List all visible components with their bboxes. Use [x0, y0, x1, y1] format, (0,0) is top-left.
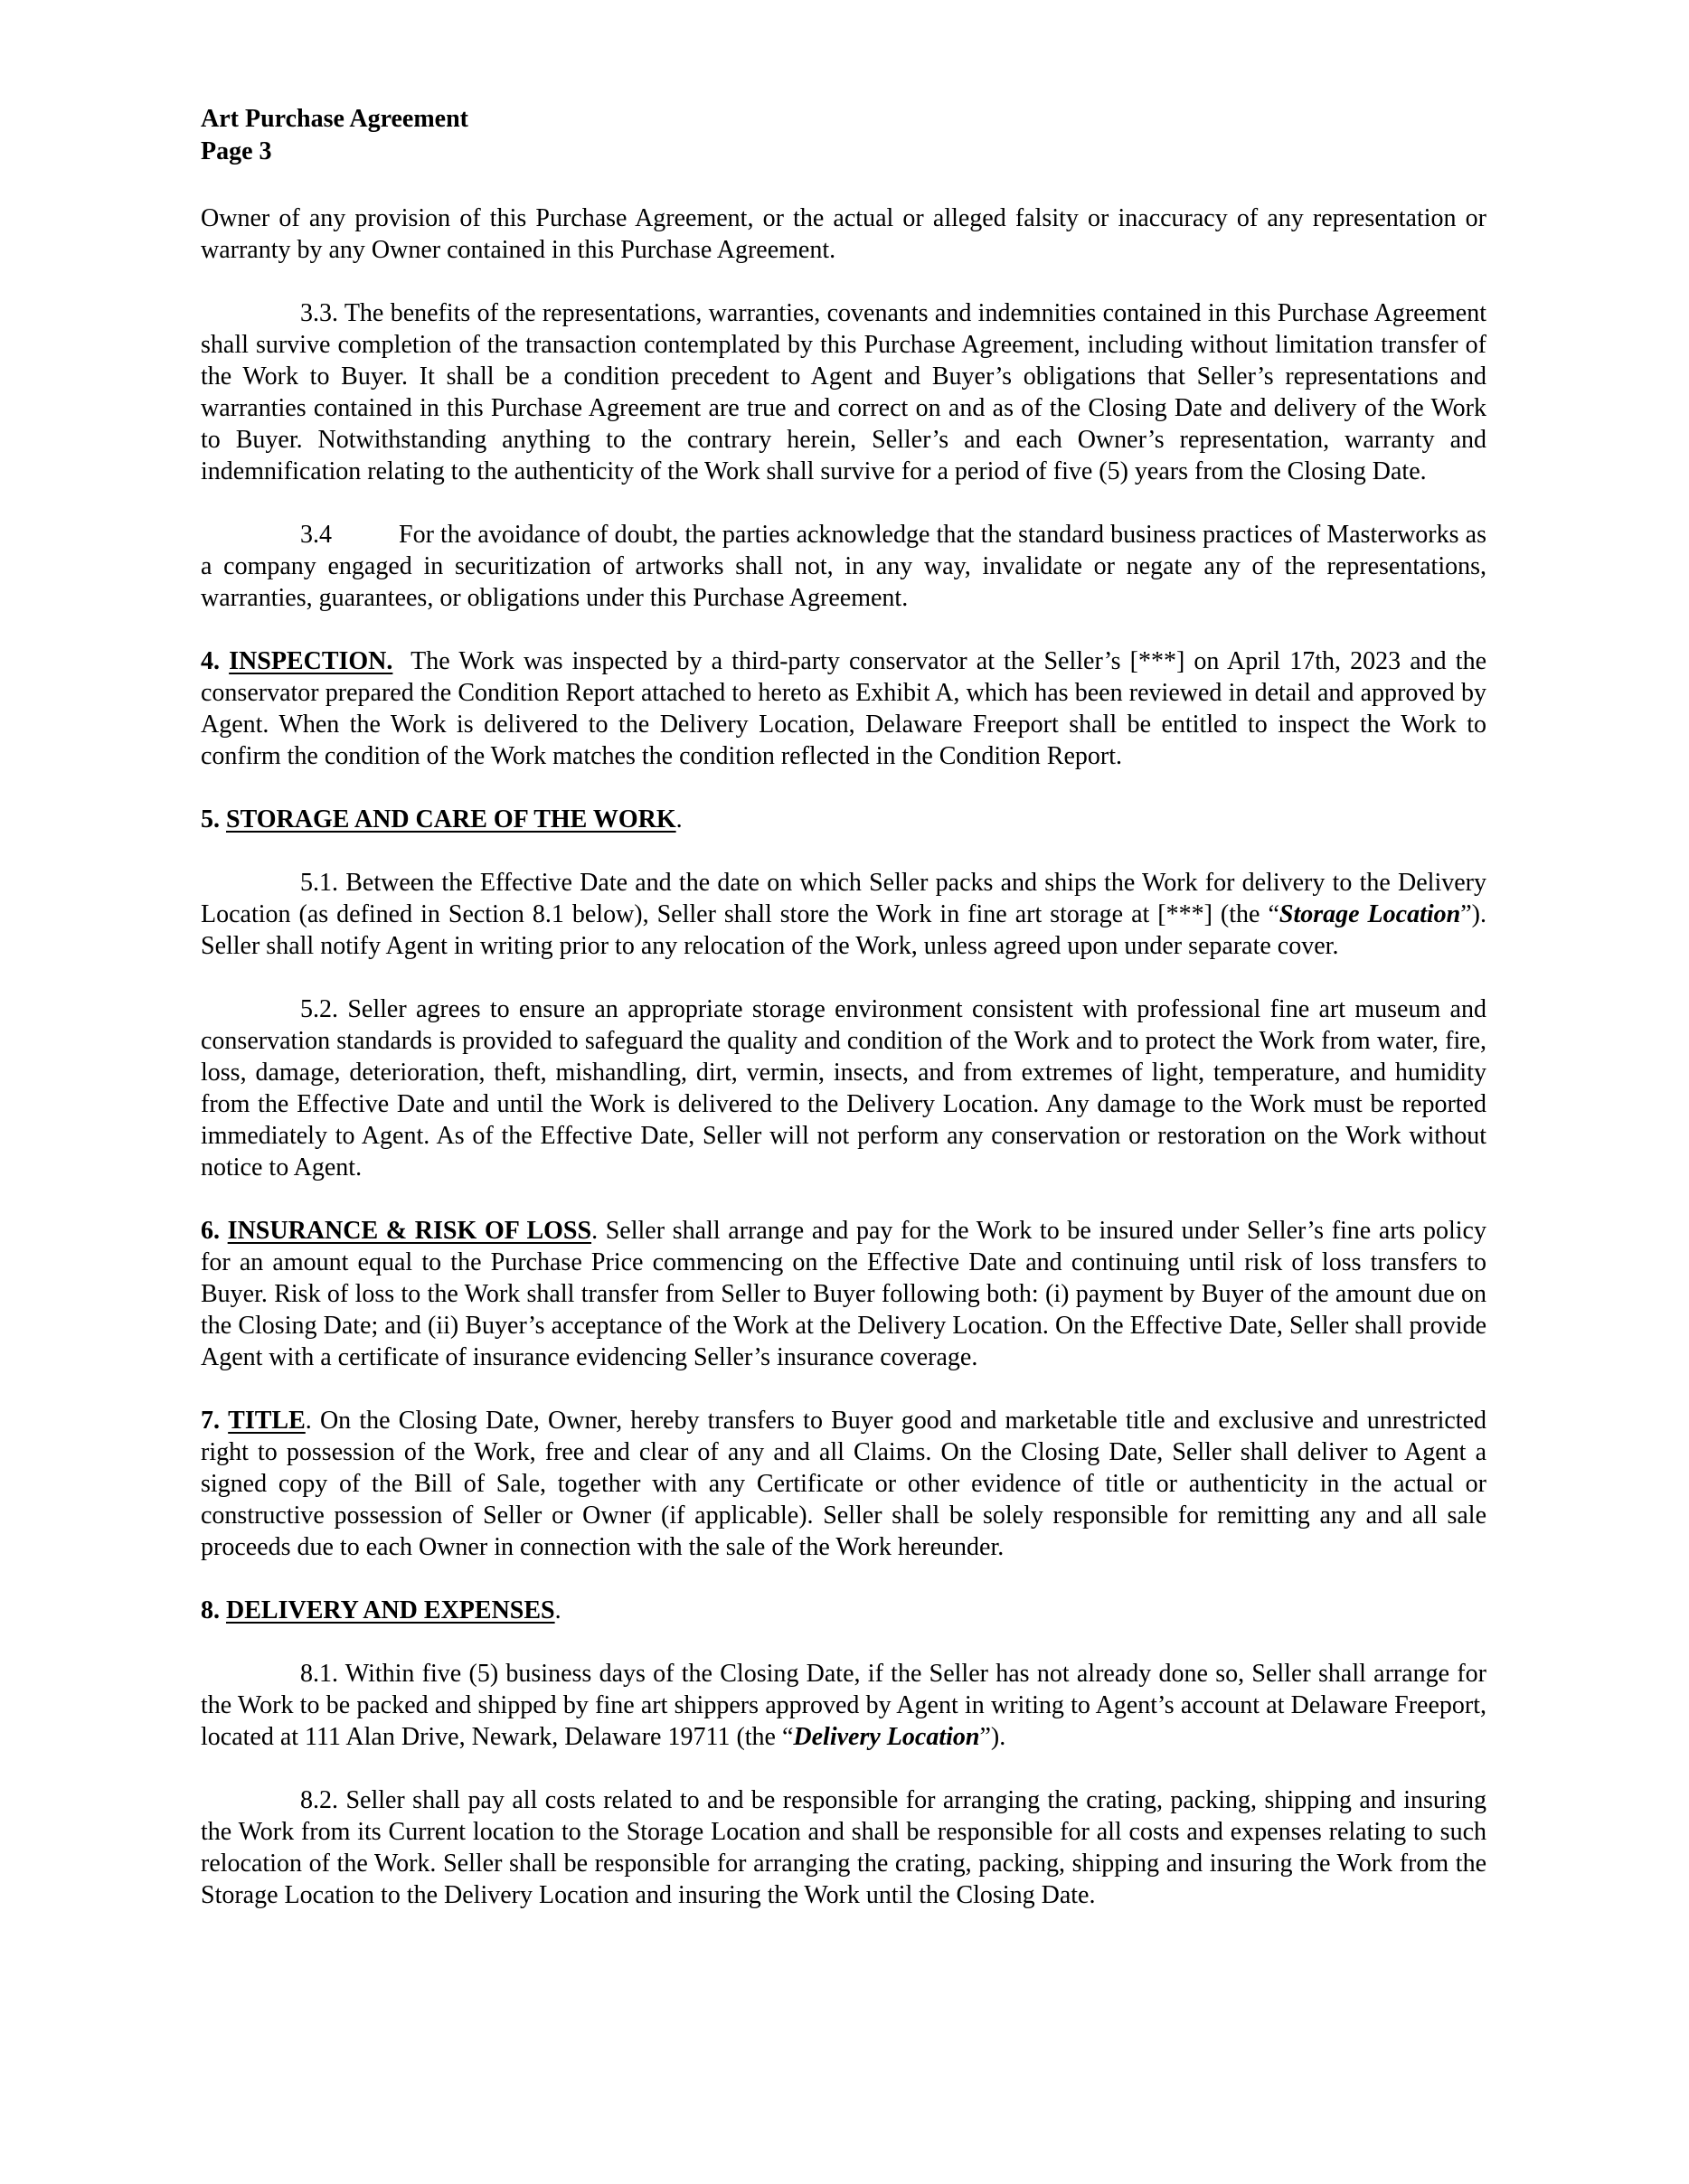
paragraph-3-4-number: 3.4 — [300, 521, 332, 549]
section-8-period: . — [554, 1596, 561, 1624]
section-8-title: DELIVERY AND EXPENSES — [226, 1596, 555, 1624]
section-7-text: . On the Closing Date, Owner, hereby transfers to Buyer good and marketable title and exclusive and unrestricted right to possession of the Work, free and clear of any and all Claims. On the Closing Date, Seller shall deliver to Agent a signed copy of the Bill of Sale, together with any Certificate or other evidence of title or authenticity in the actual or constructive possession of Seller or Owner (if applicable). Seller shall be solely responsible for remitting any and all sale proceeds due to each Owner in connection with the sale of the Work hereunder. — [201, 1407, 1486, 1561]
paragraph-5-1 — [201, 867, 1486, 962]
section-5-number: 5. — [201, 805, 220, 833]
section-4-text: The Work was inspected by a third-party conservator at the Seller’s [***] on April 17th, 2023 and the conservator prepared the Condition Report attached to hereto as Exhibit A, which has been reviewed in detail and approved by Agent. When the Work is delivered to the Delivery Location, Delaware Freeport shall be entitled to inspect the Work to confirm the condition of the Work matches the condition reflected in the Condition Report. — [201, 647, 1487, 770]
paragraph-5-1-text-b: ”). Seller shall notify Agent in writing prior to any relocation of the Work, unless agreed upon under separate cover. — [201, 900, 1486, 960]
page-header — [201, 103, 1486, 168]
section-5-title: STORAGE AND CARE OF THE WORK — [226, 805, 676, 833]
section-5-heading — [201, 804, 1486, 835]
paragraph-8-1-text-b: ”). — [979, 1723, 1006, 1751]
section-5-period: . — [675, 805, 683, 833]
paragraph-5-1-text-a: 5.1. Between the Effective Date and the date on which Seller packs and ships the Work for delivery to the Delivery Location (as defined in Section 8.1 below), Seller shall store the Work in fine art storage at [***] (the “ — [201, 869, 1486, 928]
page-content — [201, 103, 1486, 1943]
section-4-inspection — [201, 645, 1486, 772]
paragraph-8-1 — [201, 1658, 1486, 1753]
section-7-title-clause — [201, 1405, 1486, 1563]
section-7-title: TITLE — [228, 1407, 306, 1435]
paragraph-continued: Owner of any provision of this Purchase Agreement, or the actual or alleged falsity or inaccuracy of any representation or warranty by any Owner contained in this Purchase Agreement. — [201, 204, 1486, 264]
section-8-heading — [201, 1595, 1486, 1626]
paragraph-8-1-text-a: 8.1. Within five (5) business days of the Closing Date, if the Seller has not already done so, Seller shall arrange for the Work to be packed and shipped by fine art shippers approved by Agent in writing to Agent’s account at Delaware Freeport, located at 111 Alan Drive, Newark, Delaware 19711 (the “ — [201, 1660, 1486, 1751]
section-7-number: 7. — [201, 1407, 220, 1435]
page-number: Page 3 — [201, 137, 272, 165]
section-6-text: . Seller shall arrange and pay for the Work to be insured under Seller’s fine arts policy for an amount equal to the Purchase Price commencing on the Effective Date and continuing until risk of loss transfers to Buyer. Risk of loss to the Work shall transfer from Seller to Buyer following both: (i) payment by Buyer of the amount due on the Closing Date; and (ii) Buyer’s acceptance of the Work at the Delivery Location. On the Effective Date, Seller shall provide Agent with a certificate of insurance evidencing Seller’s insurance coverage. — [201, 1217, 1486, 1371]
section-6-number: 6. — [201, 1217, 220, 1245]
paragraph-3-4 — [201, 519, 1486, 614]
defined-term-storage-location: Storage Location — [1279, 900, 1461, 928]
paragraph-8-2: 8.2. Seller shall pay all costs related to and be responsible for arranging the crating, packing, shipping and insuring the Work from its Current location to the Storage Location and shall be responsible for all costs and expenses relating to such relocation of the Work. Seller shall be responsible for arranging the crating, packing, shipping and insuring the Work from the Storage Location to the Delivery Location and insuring the Work until the Closing Date. — [201, 1786, 1486, 1909]
section-4-number: 4. — [201, 647, 220, 675]
section-8-number: 8. — [201, 1596, 220, 1624]
defined-term-delivery-location: Delivery Location — [793, 1723, 980, 1751]
document-title: Art Purchase Agreement — [201, 105, 468, 133]
paragraph-5-2: 5.2. Seller agrees to ensure an appropriate storage environment consistent with professional fine art museum and conservation standards is provided to safeguard the quality and condition of the Work and to protect the Work from water, fire, loss, damage, deterioration, theft, mishandling, dirt, vermin, insects, and from extremes of light, temperature, and humidity from the Effective Date and until the Work is delivered to the Delivery Location. Any damage to the Work must be reported immediately to Agent. As of the Effective Date, Seller will not perform any conservation or restoration on the Work without notice to Agent. — [201, 995, 1486, 1181]
section-4-title: INSPECTION. — [229, 647, 393, 675]
section-6-insurance — [201, 1215, 1486, 1373]
paragraph-3-3: 3.3. The benefits of the representations, warranties, covenants and indemnities contained in this Purchase Agreement shall survive completion of the transaction contemplated by this Purchase Agreement, including without limitation transfer of the Work to Buyer. It shall be a condition precedent to Agent and Buyer’s obligations that Seller’s representations and warranties contained in this Purchase Agreement are true and correct on and as of the Closing Date and delivery of the Work to Buyer. Notwithstanding anything to the contrary herein, Seller’s and each Owner’s representation, warranty and indemnification relating to the authenticity of the Work shall survive for a period of five (5) years from the Closing Date. — [201, 299, 1486, 485]
paragraph-3-4-text: For the avoidance of doubt, the parties acknowledge that the standard business practices of Masterworks as a company engaged in securitization of artworks shall not, in any way, invalidate or negate any of the representations, warranties, guarantees, or obligations under this Purchase Agreement. — [201, 521, 1486, 612]
section-6-title: INSURANCE & RISK OF LOSS — [227, 1217, 592, 1245]
